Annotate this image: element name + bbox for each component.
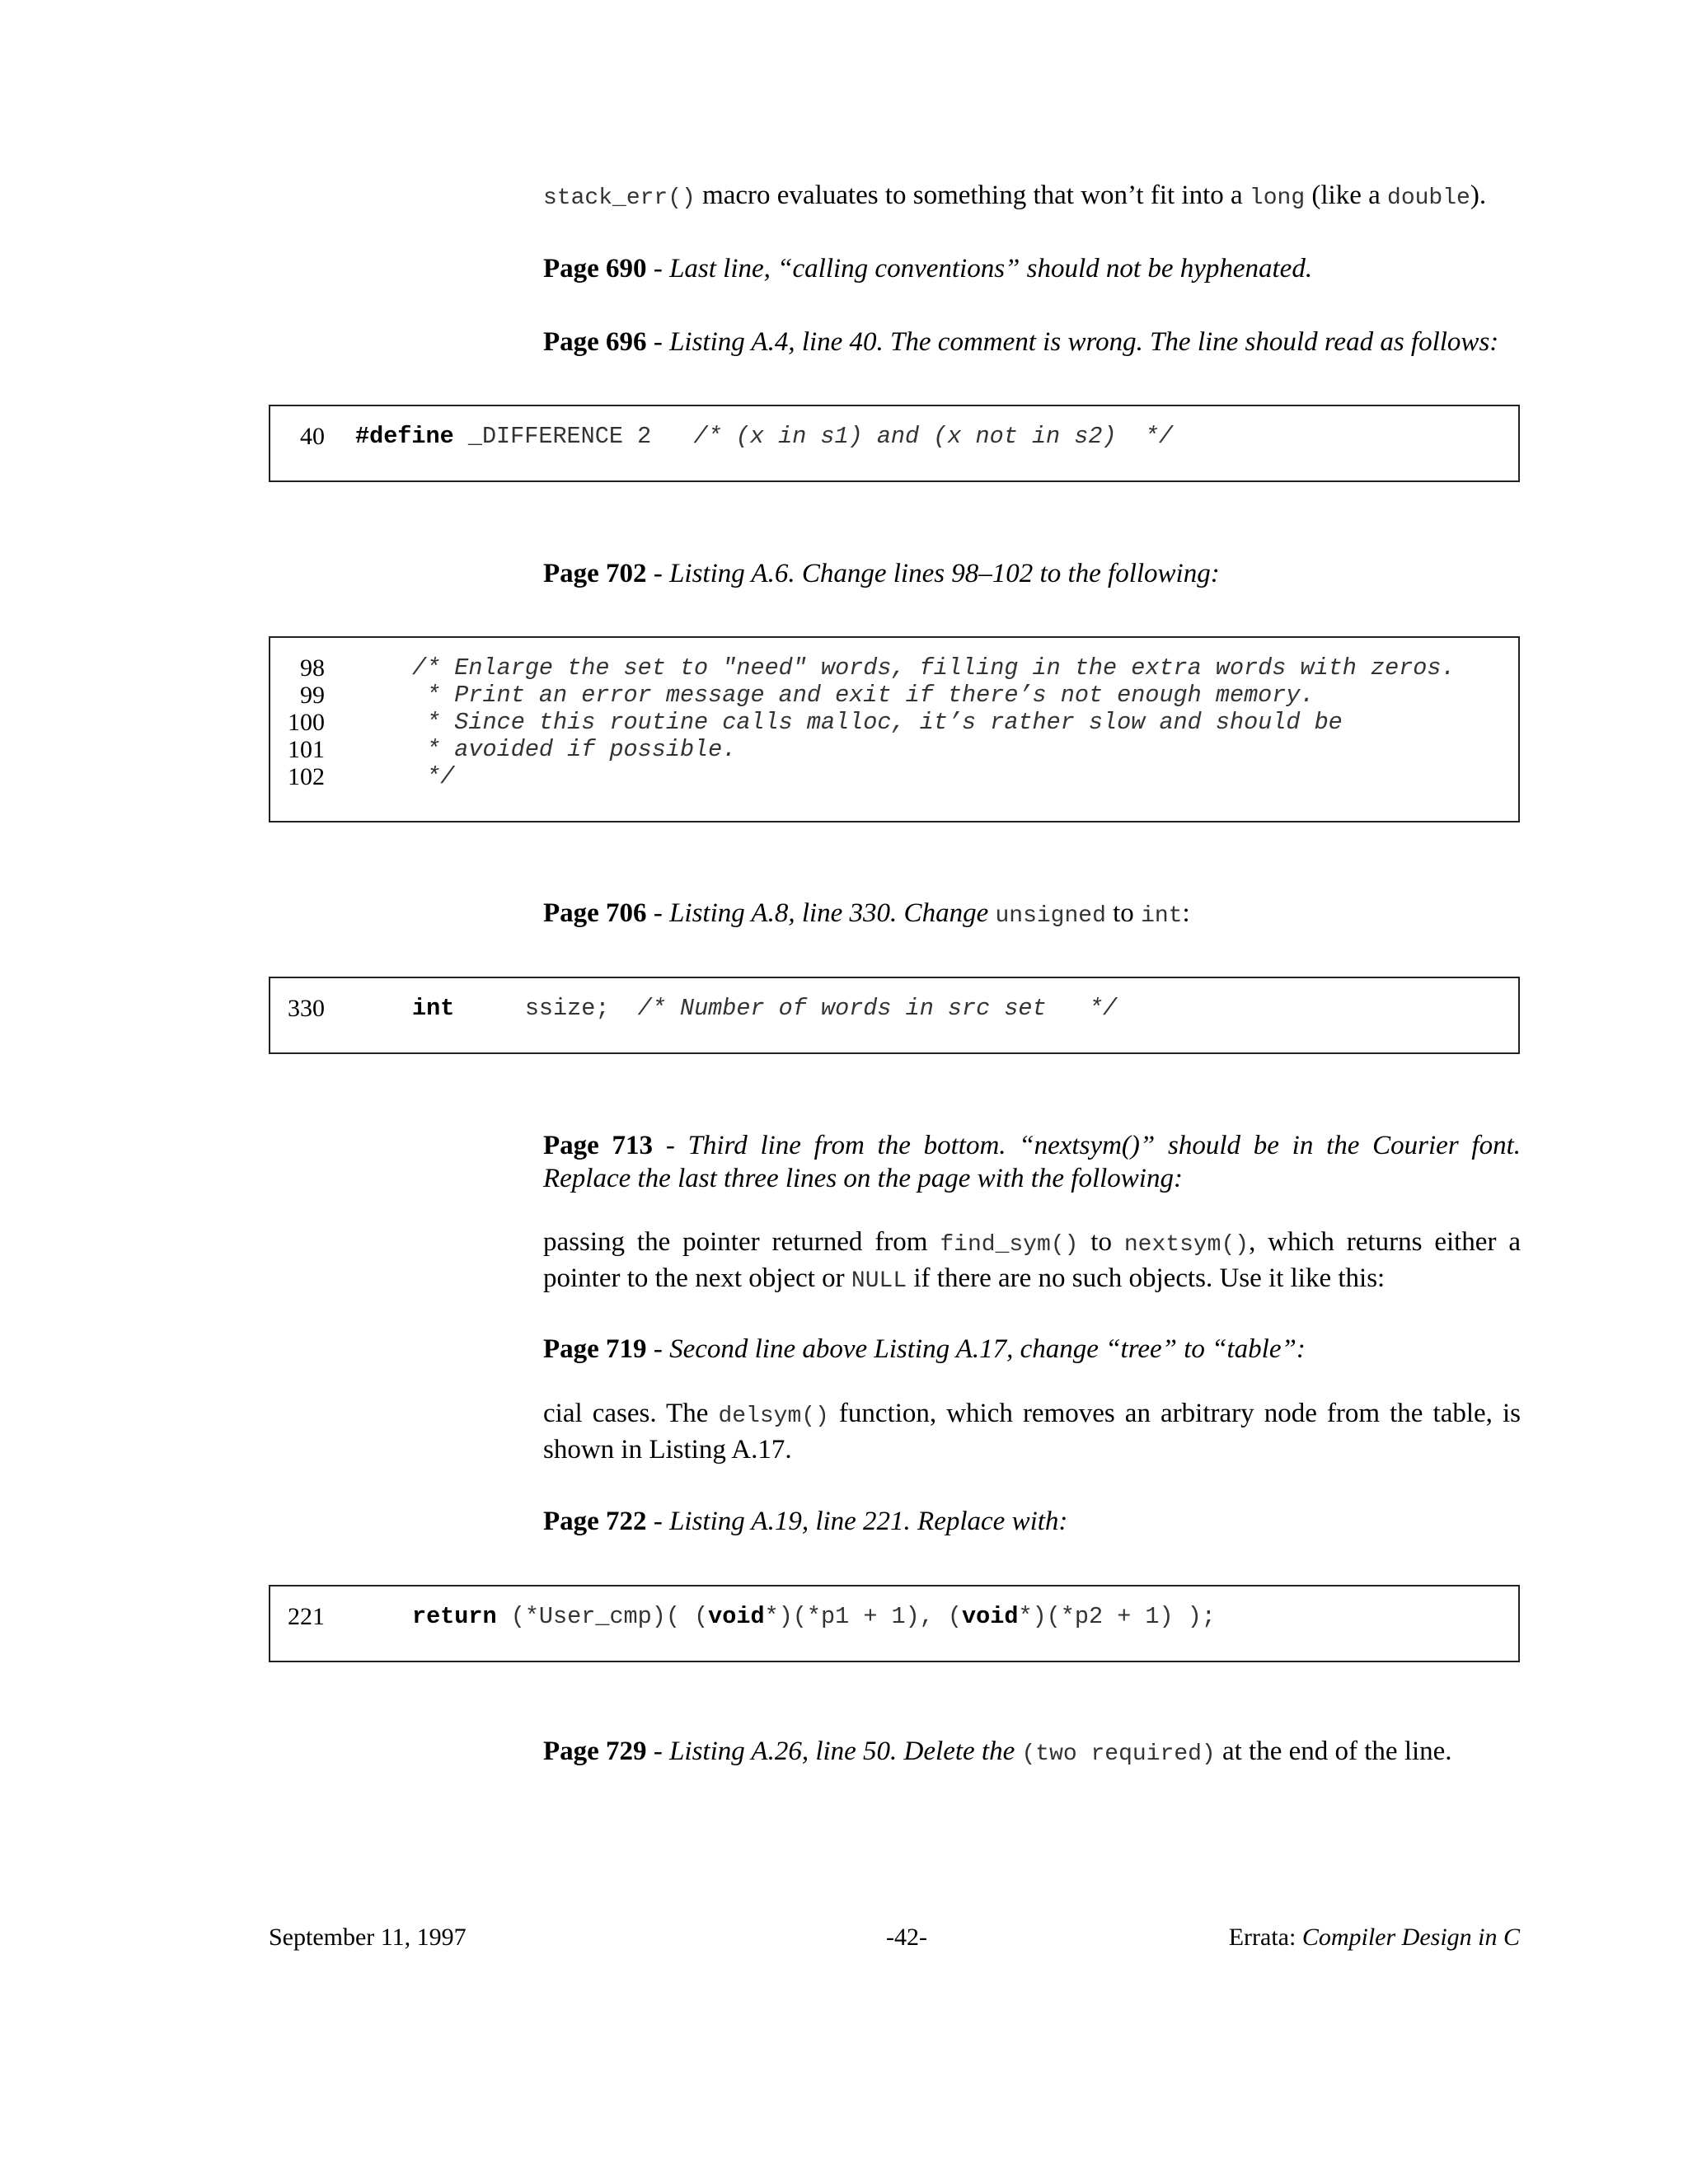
code-nextsym: nextsym() [1123, 1232, 1250, 1258]
page-ref: Page 690 [543, 254, 647, 284]
erratum-706: Page 706 - Listing A.8, line 330. Change unsigned to int: [543, 898, 1190, 929]
line-number: 98 [300, 654, 325, 682]
footer-page-number: -42- [886, 1924, 927, 1951]
code-listing-702 [269, 636, 1520, 823]
page-ref: Page 702 [543, 559, 647, 588]
code-two-required: (two required) [1021, 1741, 1216, 1767]
line-number: 221 [288, 1603, 325, 1630]
code-text: return (*User_cmp)( (void*)(*p1 + 1), (void*)(*p2 + 1) ); [412, 1603, 1216, 1630]
code-long: long [1249, 185, 1306, 211]
code-line [270, 709, 1343, 736]
page-ref: Page 719 [543, 1334, 647, 1364]
page-ref: Page 696 [543, 327, 647, 357]
code-unsigned: unsigned [995, 903, 1106, 929]
erratum-description: Second line above Listing A.17, change “tree” to “table”: [669, 1334, 1306, 1364]
line-number: 102 [288, 763, 325, 790]
code-double: double [1387, 185, 1470, 211]
footer-date: September 11, 1997 [269, 1924, 467, 1951]
erratum-description: Listing A.19, line 221. Replace with: [669, 1507, 1068, 1536]
erratum-description: Listing A.4, line 40. The comment is wrong. The line should read as follows: [669, 327, 1499, 357]
erratum-702: Page 702 - Listing A.6. Change lines 98–102 to the following: [543, 559, 1220, 588]
page-ref: Page 706 [543, 898, 647, 928]
code-text: int ssize; /* Number of words in src set */ [412, 995, 1118, 1022]
code-line [270, 654, 1456, 682]
code-null: NULL [851, 1268, 907, 1294]
erratum-690: Page 690 - Last line, “calling conventions” should not be hyphenated. [543, 254, 1313, 284]
code-line [270, 1603, 1216, 1630]
code-listing-722 [269, 1585, 1520, 1662]
footer-title: Errata: Compiler Design in C [1228, 1924, 1520, 1951]
intro-paragraph: stack_err() macro evaluates to something that won’t fit into a long (like a double). [543, 180, 1487, 211]
code-line [270, 423, 1173, 450]
page-ref: Page 729 [543, 1736, 647, 1766]
line-number: 330 [288, 995, 325, 1022]
page-ref: Page 713 [543, 1131, 654, 1160]
erratum-696: Page 696 - Listing A.4, line 40. The comment is wrong. The line should read as follows: [543, 327, 1499, 357]
erratum-description: Listing A.26, line 50. Delete the [669, 1736, 1022, 1766]
erratum-description: Listing A.8, line 330. Change [669, 898, 996, 928]
book-title: Compiler Design in C [1301, 1924, 1520, 1951]
line-number: 100 [288, 709, 325, 736]
code-line [270, 763, 455, 790]
code-line [270, 682, 1315, 709]
code-listing-706 [269, 977, 1520, 1054]
erratum-description: Listing A.6. Change lines 98–102 to the following: [669, 559, 1220, 588]
code-int: int [1141, 903, 1183, 929]
code-text: /* Enlarge the set to "need" words, filling in the extra words with zeros. [412, 654, 1456, 682]
line-number: 99 [300, 682, 325, 709]
replacement-text-719: cial cases. The delsym() function, which removes an arbitrary node from the table, is shown in Listing A.17. [543, 1399, 1521, 1465]
erratum-713: Page 713 - Third line from the bottom. “nextsym()” should be in the Courier font. Replace the last three lines on the page with the following: [543, 1131, 1521, 1193]
code-line [270, 736, 737, 763]
code-text: */ [412, 763, 455, 790]
code-text: #define _DIFFERENCE 2 /* (x in s1) and (x not in s2) */ [355, 423, 1173, 450]
erratum-description: Last line, “calling conventions” should not be hyphenated. [669, 254, 1313, 284]
code-text: * Print an error message and exit if there’s not enough memory. [412, 682, 1315, 709]
line-number: 101 [288, 736, 325, 763]
page-ref: Page 722 [543, 1507, 647, 1536]
erratum-description: Third line from the bottom. “nextsym()” should be in the Courier font. Replace the last three lines on the page with the following: [543, 1131, 1521, 1193]
code-text: * Since this routine calls malloc, it’s rather slow and should be [412, 709, 1343, 736]
code-line [270, 995, 1118, 1022]
erratum-722: Page 722 - Listing A.19, line 221. Replace with: [543, 1507, 1068, 1536]
code-text: * avoided if possible. [412, 736, 737, 763]
erratum-729: Page 729 - Listing A.26, line 50. Delete the (two required) at the end of the line. [543, 1736, 1452, 1767]
code-stack-err: stack_err() [543, 185, 696, 211]
code-listing-696 [269, 405, 1520, 482]
line-number: 40 [300, 423, 325, 450]
replacement-text-713: passing the pointer returned from find_sym() to nextsym(), which returns either a pointer to the next object or NULL if there are no such objects. Use it like this: [543, 1227, 1521, 1294]
erratum-719: Page 719 - Second line above Listing A.17, change “tree” to “table”: [543, 1334, 1306, 1364]
code-find-sym: find_sym() [940, 1232, 1079, 1258]
code-delsym: delsym() [718, 1404, 829, 1429]
